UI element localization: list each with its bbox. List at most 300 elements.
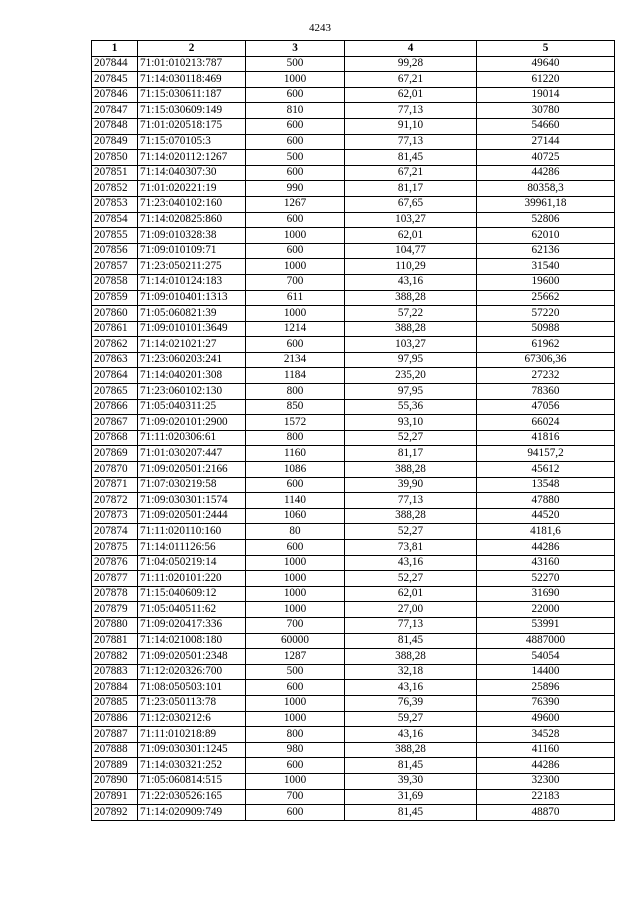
- table-row: [92, 586, 615, 602]
- value-cell: 47056: [477, 399, 615, 415]
- row-number-cell: 207857: [92, 259, 138, 275]
- row-number-cell: 207873: [92, 508, 138, 524]
- row-number-cell: 207845: [92, 72, 138, 88]
- value-cell: 31690: [477, 586, 615, 602]
- cadastral-number-cell: 71:09:010328:38: [138, 228, 246, 244]
- row-number-cell: 207888: [92, 742, 138, 758]
- value-cell: 54054: [477, 649, 615, 665]
- rate-cell: 81,17: [345, 181, 477, 197]
- value-cell: 53991: [477, 617, 615, 633]
- value-cell: 61220: [477, 72, 615, 88]
- table-row: [92, 321, 615, 337]
- table-row: [92, 259, 615, 275]
- area-cell: 600: [246, 540, 345, 556]
- rate-cell: 235,20: [345, 368, 477, 384]
- area-cell: 600: [246, 680, 345, 696]
- rate-cell: 97,95: [345, 384, 477, 400]
- value-cell: 52270: [477, 571, 615, 587]
- page-number: 4243: [309, 22, 331, 34]
- cadastral-number-cell: 71:15:070105:3: [138, 134, 246, 150]
- row-number-cell: 207878: [92, 586, 138, 602]
- value-cell: 49640: [477, 56, 615, 72]
- row-number-cell: 207859: [92, 290, 138, 306]
- table-row: [92, 508, 615, 524]
- rate-cell: 103,27: [345, 337, 477, 353]
- area-cell: 1000: [246, 555, 345, 571]
- table-row: [92, 805, 615, 821]
- cadastral-number-cell: 71:14:011126:56: [138, 540, 246, 556]
- cadastral-number-cell: 71:11:010218:89: [138, 727, 246, 743]
- table-row: [92, 274, 615, 290]
- table-row: [92, 789, 615, 805]
- table-row: [92, 758, 615, 774]
- cadastral-number-cell: 71:09:020501:2348: [138, 649, 246, 665]
- rate-cell: 81,17: [345, 446, 477, 462]
- table-row: [92, 446, 615, 462]
- table-row: [92, 228, 615, 244]
- row-number-cell: 207866: [92, 399, 138, 415]
- table-row: [92, 399, 615, 415]
- cadastral-number-cell: 71:04:050219:14: [138, 555, 246, 571]
- cadastral-number-cell: 71:05:040511:62: [138, 602, 246, 618]
- cadastral-number-cell: 71:14:030118:469: [138, 72, 246, 88]
- cadastral-number-cell: 71:15:040609:12: [138, 586, 246, 602]
- area-cell: 600: [246, 477, 345, 493]
- table-header-row: [92, 41, 615, 57]
- value-cell: 54660: [477, 118, 615, 134]
- area-cell: 700: [246, 617, 345, 633]
- table-row: [92, 602, 615, 618]
- rate-cell: 81,45: [345, 758, 477, 774]
- row-number-cell: 207875: [92, 540, 138, 556]
- cadastral-number-cell: 71:05:060814:515: [138, 773, 246, 789]
- row-number-cell: 207872: [92, 493, 138, 509]
- rate-cell: 55,36: [345, 399, 477, 415]
- rate-cell: 39,30: [345, 773, 477, 789]
- table-row: [92, 103, 615, 119]
- row-number-cell: 207884: [92, 680, 138, 696]
- rate-cell: 59,27: [345, 711, 477, 727]
- rate-cell: 77,13: [345, 617, 477, 633]
- area-cell: 980: [246, 742, 345, 758]
- row-number-cell: 207846: [92, 87, 138, 103]
- area-cell: 810: [246, 103, 345, 119]
- table-row: [92, 462, 615, 478]
- rate-cell: 81,45: [345, 805, 477, 821]
- table-row: [92, 524, 615, 540]
- cadastral-number-cell: 71:01:010213:787: [138, 56, 246, 72]
- row-number-cell: 207863: [92, 352, 138, 368]
- value-cell: 44286: [477, 758, 615, 774]
- cadastral-number-cell: 71:07:030219:58: [138, 477, 246, 493]
- row-number-cell: 207847: [92, 103, 138, 119]
- value-cell: 31540: [477, 259, 615, 275]
- value-cell: 13548: [477, 477, 615, 493]
- table-row: [92, 680, 615, 696]
- rate-cell: 52,27: [345, 430, 477, 446]
- area-cell: 600: [246, 243, 345, 259]
- value-cell: 44286: [477, 540, 615, 556]
- area-cell: 1000: [246, 259, 345, 275]
- value-cell: 19600: [477, 274, 615, 290]
- rate-cell: 93,10: [345, 415, 477, 431]
- area-cell: 600: [246, 758, 345, 774]
- value-cell: 44286: [477, 165, 615, 181]
- row-number-cell: 207853: [92, 196, 138, 212]
- value-cell: 4887000: [477, 633, 615, 649]
- value-cell: 52806: [477, 212, 615, 228]
- cadastral-number-cell: 71:23:060102:130: [138, 384, 246, 400]
- area-cell: 700: [246, 789, 345, 805]
- rate-cell: 43,16: [345, 274, 477, 290]
- table-row: [92, 150, 615, 166]
- area-cell: 60000: [246, 633, 345, 649]
- table-row: [92, 711, 615, 727]
- row-number-cell: 207848: [92, 118, 138, 134]
- row-number-cell: 207879: [92, 602, 138, 618]
- area-cell: 850: [246, 399, 345, 415]
- table-row: [92, 306, 615, 322]
- rate-cell: 31,69: [345, 789, 477, 805]
- area-cell: 1572: [246, 415, 345, 431]
- row-number-cell: 207852: [92, 181, 138, 197]
- rate-cell: 43,16: [345, 727, 477, 743]
- rate-cell: 103,27: [345, 212, 477, 228]
- table-row: [92, 430, 615, 446]
- row-number-cell: 207868: [92, 430, 138, 446]
- rate-cell: 43,16: [345, 680, 477, 696]
- row-number-cell: 207858: [92, 274, 138, 290]
- area-cell: 600: [246, 212, 345, 228]
- rate-cell: 110,29: [345, 259, 477, 275]
- table-row: [92, 633, 615, 649]
- table-row: [92, 352, 615, 368]
- cadastral-number-cell: 71:11:020101:220: [138, 571, 246, 587]
- row-number-cell: 207850: [92, 150, 138, 166]
- row-number-cell: 207851: [92, 165, 138, 181]
- area-cell: 1000: [246, 773, 345, 789]
- value-cell: 32300: [477, 773, 615, 789]
- table-row: [92, 540, 615, 556]
- value-cell: 62136: [477, 243, 615, 259]
- value-cell: 41160: [477, 742, 615, 758]
- rate-cell: 62,01: [345, 228, 477, 244]
- rate-cell: 67,21: [345, 72, 477, 88]
- cadastral-number-cell: 71:09:010101:3649: [138, 321, 246, 337]
- rate-cell: 388,28: [345, 321, 477, 337]
- value-cell: 67306,36: [477, 352, 615, 368]
- area-cell: 1000: [246, 602, 345, 618]
- row-number-cell: 207880: [92, 617, 138, 633]
- value-cell: 80358,3: [477, 181, 615, 197]
- table-row: [92, 368, 615, 384]
- row-number-cell: 207889: [92, 758, 138, 774]
- area-cell: 1000: [246, 72, 345, 88]
- value-cell: 40725: [477, 150, 615, 166]
- value-cell: 57220: [477, 306, 615, 322]
- value-cell: 43160: [477, 555, 615, 571]
- rate-cell: 81,45: [345, 150, 477, 166]
- table-row: [92, 649, 615, 665]
- row-number-cell: 207844: [92, 56, 138, 72]
- table-row: [92, 493, 615, 509]
- rate-cell: 73,81: [345, 540, 477, 556]
- area-cell: 1140: [246, 493, 345, 509]
- rate-cell: 67,65: [345, 196, 477, 212]
- row-number-cell: 207855: [92, 228, 138, 244]
- value-cell: 78360: [477, 384, 615, 400]
- value-cell: 14400: [477, 664, 615, 680]
- value-cell: 25896: [477, 680, 615, 696]
- rate-cell: 67,21: [345, 165, 477, 181]
- cadastral-number-cell: 71:15:030609:149: [138, 103, 246, 119]
- value-cell: 62010: [477, 228, 615, 244]
- row-number-cell: 207861: [92, 321, 138, 337]
- value-cell: 44520: [477, 508, 615, 524]
- cadastral-number-cell: 71:14:020909:749: [138, 805, 246, 821]
- cadastral-number-cell: 71:14:030321:252: [138, 758, 246, 774]
- rate-cell: 39,90: [345, 477, 477, 493]
- row-number-cell: 207864: [92, 368, 138, 384]
- rate-cell: 52,27: [345, 524, 477, 540]
- table-row: [92, 773, 615, 789]
- table-row: [92, 384, 615, 400]
- row-number-cell: 207890: [92, 773, 138, 789]
- value-cell: 50988: [477, 321, 615, 337]
- rate-cell: 77,13: [345, 103, 477, 119]
- cadastral-number-cell: 71:14:010124:183: [138, 274, 246, 290]
- table-row: [92, 337, 615, 353]
- row-number-cell: 207862: [92, 337, 138, 353]
- value-cell: 45612: [477, 462, 615, 478]
- area-cell: 500: [246, 664, 345, 680]
- rate-cell: 77,13: [345, 134, 477, 150]
- row-number-cell: 207854: [92, 212, 138, 228]
- cadastral-number-cell: 71:23:050113:78: [138, 695, 246, 711]
- value-cell: 48870: [477, 805, 615, 821]
- table-row: [92, 695, 615, 711]
- table-row: [92, 617, 615, 633]
- cadastral-number-cell: 71:14:021021:27: [138, 337, 246, 353]
- rate-cell: 388,28: [345, 508, 477, 524]
- column-header-2: 2: [138, 41, 246, 57]
- value-cell: 25662: [477, 290, 615, 306]
- value-cell: 76390: [477, 695, 615, 711]
- table-row: [92, 243, 615, 259]
- table-row: [92, 415, 615, 431]
- area-cell: 600: [246, 337, 345, 353]
- cadastral-number-cell: 71:23:040102:160: [138, 196, 246, 212]
- row-number-cell: 207891: [92, 789, 138, 805]
- table-row: [92, 477, 615, 493]
- area-cell: 1000: [246, 228, 345, 244]
- value-cell: 4181,6: [477, 524, 615, 540]
- area-cell: 500: [246, 150, 345, 166]
- area-cell: 1060: [246, 508, 345, 524]
- value-cell: 49600: [477, 711, 615, 727]
- column-header-5: 5: [477, 41, 615, 57]
- area-cell: 500: [246, 56, 345, 72]
- area-cell: 2134: [246, 352, 345, 368]
- cadastral-number-cell: 71:09:010109:71: [138, 243, 246, 259]
- table-row: [92, 742, 615, 758]
- cadastral-number-cell: 71:11:020110:160: [138, 524, 246, 540]
- cadastral-number-cell: 71:23:050211:275: [138, 259, 246, 275]
- value-cell: 61962: [477, 337, 615, 353]
- row-number-cell: 207885: [92, 695, 138, 711]
- row-number-cell: 207883: [92, 664, 138, 680]
- cadastral-number-cell: 71:08:050503:101: [138, 680, 246, 696]
- column-header-1: 1: [92, 41, 138, 57]
- area-cell: 1000: [246, 306, 345, 322]
- rate-cell: 91,10: [345, 118, 477, 134]
- value-cell: 27232: [477, 368, 615, 384]
- table-row: [92, 196, 615, 212]
- cadastral-number-cell: 71:14:021008:180: [138, 633, 246, 649]
- rate-cell: 99,28: [345, 56, 477, 72]
- table-row: [92, 87, 615, 103]
- table-row: [92, 727, 615, 743]
- value-cell: 66024: [477, 415, 615, 431]
- area-cell: 80: [246, 524, 345, 540]
- cadastral-number-cell: 71:22:030526:165: [138, 789, 246, 805]
- area-cell: 1184: [246, 368, 345, 384]
- table-row: [92, 664, 615, 680]
- row-number-cell: 207871: [92, 477, 138, 493]
- cadastral-number-cell: 71:05:060821:39: [138, 306, 246, 322]
- rate-cell: 388,28: [345, 290, 477, 306]
- rate-cell: 388,28: [345, 462, 477, 478]
- cadastral-number-cell: 71:14:040307:30: [138, 165, 246, 181]
- table-row: [92, 72, 615, 88]
- area-cell: 1160: [246, 446, 345, 462]
- area-cell: 1000: [246, 586, 345, 602]
- row-number-cell: 207876: [92, 555, 138, 571]
- rate-cell: 27,00: [345, 602, 477, 618]
- cadastral-number-cell: 71:14:020825:860: [138, 212, 246, 228]
- row-number-cell: 207881: [92, 633, 138, 649]
- area-cell: 611: [246, 290, 345, 306]
- row-number-cell: 207865: [92, 384, 138, 400]
- rate-cell: 77,13: [345, 493, 477, 509]
- row-number-cell: 207856: [92, 243, 138, 259]
- cadastral-number-cell: 71:15:030611:187: [138, 87, 246, 103]
- table-row: [92, 118, 615, 134]
- area-cell: 800: [246, 430, 345, 446]
- cadastral-number-cell: 71:14:020112:1267: [138, 150, 246, 166]
- rate-cell: 76,39: [345, 695, 477, 711]
- area-cell: 1000: [246, 695, 345, 711]
- value-cell: 94157,2: [477, 446, 615, 462]
- area-cell: 800: [246, 384, 345, 400]
- rate-cell: 388,28: [345, 649, 477, 665]
- table-row: [92, 165, 615, 181]
- area-cell: 600: [246, 134, 345, 150]
- rate-cell: 81,45: [345, 633, 477, 649]
- table-row: [92, 571, 615, 587]
- row-number-cell: 207870: [92, 462, 138, 478]
- value-cell: 22183: [477, 789, 615, 805]
- rate-cell: 57,22: [345, 306, 477, 322]
- area-cell: 600: [246, 87, 345, 103]
- column-header-4: 4: [345, 41, 477, 57]
- value-cell: 47880: [477, 493, 615, 509]
- area-cell: 1267: [246, 196, 345, 212]
- value-cell: 19014: [477, 87, 615, 103]
- cadastral-number-cell: 71:01:020518:175: [138, 118, 246, 134]
- data-table: [91, 40, 615, 821]
- row-number-cell: 207892: [92, 805, 138, 821]
- cadastral-number-cell: 71:23:060203:241: [138, 352, 246, 368]
- table-row: [92, 555, 615, 571]
- table-row: [92, 212, 615, 228]
- area-cell: 800: [246, 727, 345, 743]
- area-cell: 600: [246, 118, 345, 134]
- area-cell: 1086: [246, 462, 345, 478]
- value-cell: 41816: [477, 430, 615, 446]
- row-number-cell: 207869: [92, 446, 138, 462]
- row-number-cell: 207867: [92, 415, 138, 431]
- cadastral-number-cell: 71:09:020501:2166: [138, 462, 246, 478]
- row-number-cell: 207886: [92, 711, 138, 727]
- table-row: [92, 134, 615, 150]
- rate-cell: 62,01: [345, 586, 477, 602]
- rate-cell: 32,18: [345, 664, 477, 680]
- area-cell: 600: [246, 165, 345, 181]
- cadastral-number-cell: 71:09:020417:336: [138, 617, 246, 633]
- column-header-3: 3: [246, 41, 345, 57]
- cadastral-number-cell: 71:09:030301:1574: [138, 493, 246, 509]
- row-number-cell: 207849: [92, 134, 138, 150]
- value-cell: 22000: [477, 602, 615, 618]
- cadastral-number-cell: 71:01:030207:447: [138, 446, 246, 462]
- table-row: [92, 290, 615, 306]
- row-number-cell: 207887: [92, 727, 138, 743]
- area-cell: 1000: [246, 571, 345, 587]
- value-cell: 39961,18: [477, 196, 615, 212]
- rate-cell: 104,77: [345, 243, 477, 259]
- cadastral-number-cell: 71:09:030301:1245: [138, 742, 246, 758]
- area-cell: 600: [246, 805, 345, 821]
- cadastral-number-cell: 71:12:030212:6: [138, 711, 246, 727]
- value-cell: 34528: [477, 727, 615, 743]
- area-cell: 1000: [246, 711, 345, 727]
- cadastral-number-cell: 71:14:040201:308: [138, 368, 246, 384]
- table-row: [92, 56, 615, 72]
- rate-cell: 388,28: [345, 742, 477, 758]
- area-cell: 700: [246, 274, 345, 290]
- table-row: [92, 181, 615, 197]
- cadastral-number-cell: 71:01:020221:19: [138, 181, 246, 197]
- area-cell: 990: [246, 181, 345, 197]
- cadastral-number-cell: 71:12:020326:700: [138, 664, 246, 680]
- row-number-cell: 207882: [92, 649, 138, 665]
- row-number-cell: 207860: [92, 306, 138, 322]
- rate-cell: 43,16: [345, 555, 477, 571]
- rate-cell: 62,01: [345, 87, 477, 103]
- cadastral-number-cell: 71:11:020306:61: [138, 430, 246, 446]
- cadastral-number-cell: 71:09:010401:1313: [138, 290, 246, 306]
- value-cell: 27144: [477, 134, 615, 150]
- cadastral-number-cell: 71:05:040311:25: [138, 399, 246, 415]
- row-number-cell: 207877: [92, 571, 138, 587]
- area-cell: 1214: [246, 321, 345, 337]
- row-number-cell: 207874: [92, 524, 138, 540]
- table-body: [92, 56, 615, 820]
- rate-cell: 97,95: [345, 352, 477, 368]
- rate-cell: 52,27: [345, 571, 477, 587]
- cadastral-number-cell: 71:09:020101:2900: [138, 415, 246, 431]
